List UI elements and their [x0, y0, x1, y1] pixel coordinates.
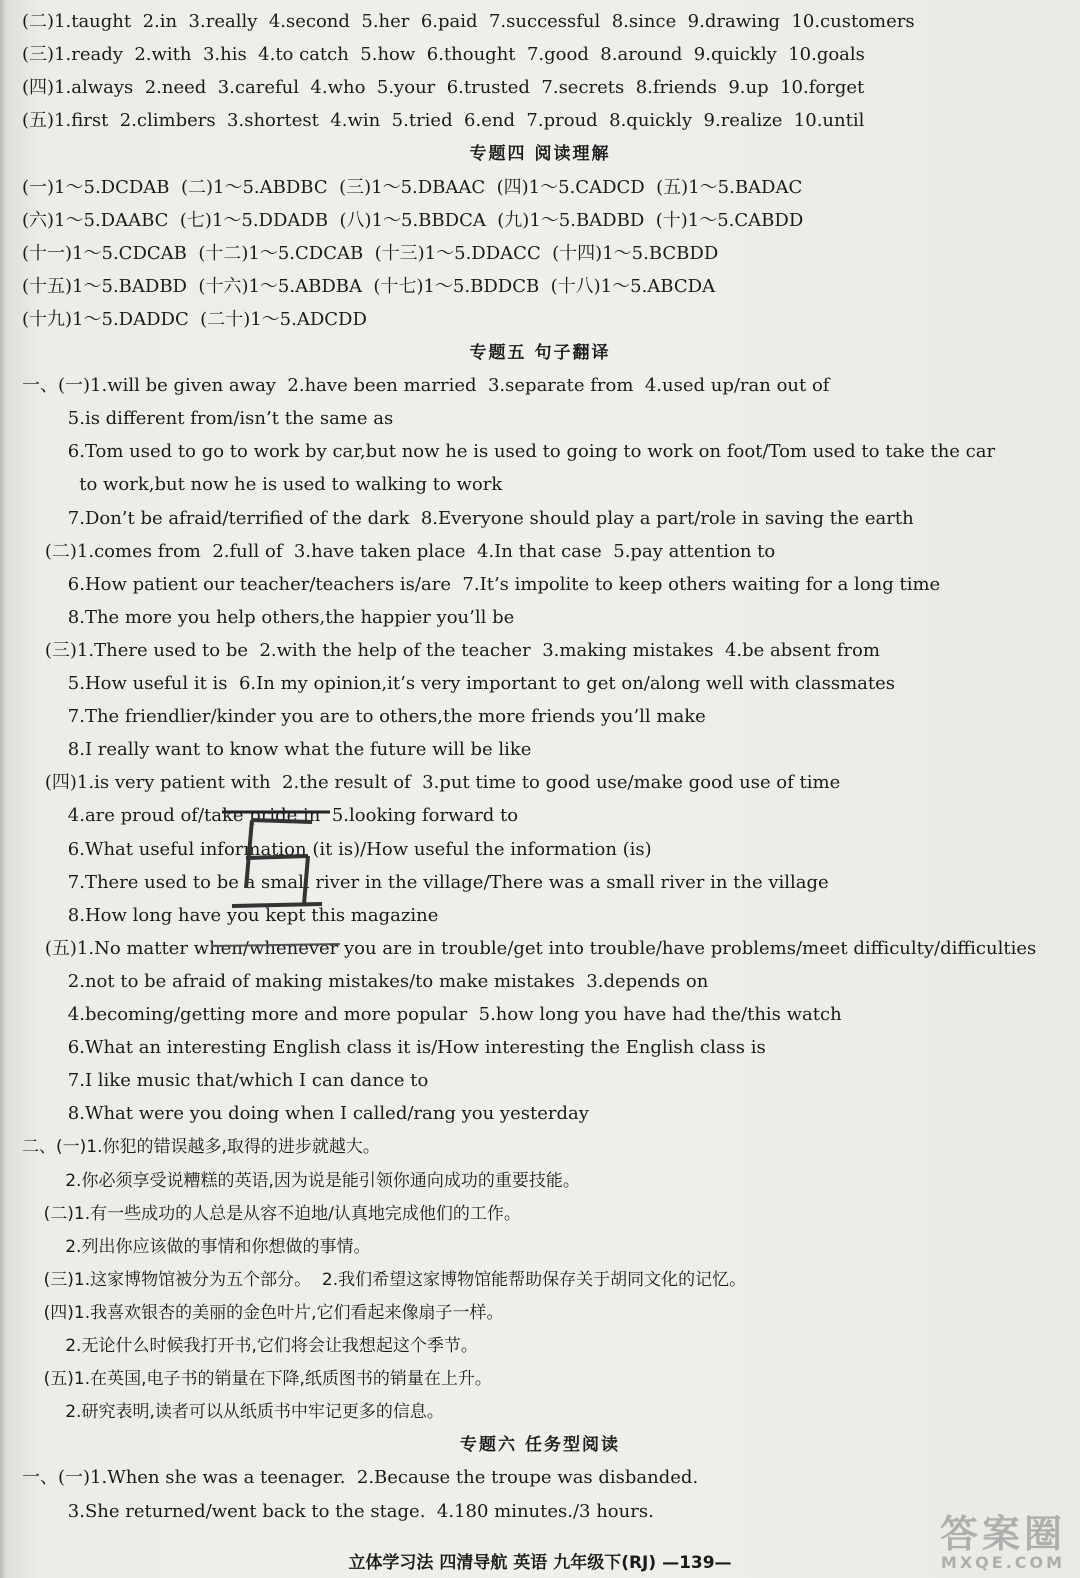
answer-line: 7.Don’t be afraid/terrified of the dark 8.Everyone should play a part/role in saving the earth — [22, 507, 914, 529]
answer-line: 3.She returned/went back to the stage. 4.180 minutes./3 hours. — [22, 1500, 654, 1522]
answer-line: (三)1.这家博物馆被分为五个部分。 2.我们希望这家博物馆能帮助保存关于胡同文化的记忆。 — [22, 1269, 747, 1290]
answer-line: 2.not to be afraid of making mistakes/to make mistakes 3.depends on — [22, 970, 709, 992]
answer-line: 8.What were you doing when I called/rang you yesterday — [22, 1103, 589, 1125]
answer-line: to work,but now he is used to walking to work — [22, 474, 503, 496]
answer-line: 6.How patient our teacher/teachers is/are 7.It’s impolite to keep others waiting for a long time — [22, 573, 941, 595]
site-watermark — [940, 1514, 1066, 1572]
answer-line: 2.研究表明,读者可以从纸质书中牢记更多的信息。 — [22, 1402, 444, 1423]
answer-line: (五)1.在英国,电子书的销量在下降,纸质图书的销量在上升。 — [22, 1369, 492, 1390]
answer-line: (六)1～5.DAABC (七)1～5.DDADB (八)1～5.BBDCA (九)1～5.BADBD (十)1～5.CABDD — [22, 209, 804, 231]
answer-line: (二)1.有一些成功的人总是从容不迫地/认真地完成他们的工作。 — [22, 1203, 521, 1224]
answer-line: (三)1.There used to be 2.with the help of the teacher 3.making mistakes 4.be absent from — [22, 639, 880, 661]
watermark-logo: 答案圈 — [939, 1512, 1066, 1556]
answer-line: 6.What an interesting English class it is/How interesting the English class is — [22, 1037, 766, 1059]
answer-line: (十九)1～5.DADDC (二十)1～5.ADCDD — [22, 308, 367, 330]
watermark-url: MXQE.COM — [940, 1553, 1066, 1572]
answer-line: 8.How long have you kept this magazine — [22, 904, 439, 926]
answer-line: 8.I really want to know what the future will be like — [22, 739, 532, 761]
answer-line: 2.列出你应该做的事情和你想做的事情。 — [22, 1236, 371, 1257]
answer-line: (五)1.first 2.climbers 3.shortest 4.win 5.tried 6.end 7.proud 8.quickly 9.realize 10.until — [22, 110, 865, 132]
answer-line: (四)1.is very patient with 2.the result of 3.put time to good use/make good use of time — [22, 772, 841, 794]
answer-line: 4.becoming/getting more and more popular 5.how long you have had the/this watch — [22, 1004, 842, 1025]
answer-line: 6.Tom used to go to work by car,but now he is used to going to work on foot/Tom used to take the car — [22, 441, 996, 463]
answer-line: 二、(一)1.你犯的错误越多,取得的进步就越大。 — [22, 1137, 380, 1158]
answer-line: 5.How useful it is 6.In my opinion,it’s very important to get on/along well with classmates — [22, 673, 895, 694]
section-heading: 专题六 任务型阅读 — [460, 1435, 620, 1456]
answer-line: (三)1.ready 2.with 3.his 4.to catch 5.how 6.thought 7.good 8.around 9.quickly 10.goals — [22, 44, 865, 66]
answer-line: (五)1.No matter when/whenever you are in trouble/get into trouble/have problems/meet difficulty/difficulties — [22, 937, 1037, 959]
answer-line: 7.The friendlier/kinder you are to others,the more friends you’ll make — [22, 706, 706, 728]
answer-line: (二)1.comes from 2.full of 3.have taken place 4.In that case 5.pay attention to — [22, 540, 776, 562]
answer-line: 2.无论什么时候我打开书,它们将会让我想起这个季节。 — [22, 1336, 478, 1356]
answer-line: 6.What useful information (it is)/How useful the information (is) — [22, 838, 652, 860]
answer-line: 8.The more you help others,the happier you’ll be — [22, 606, 515, 628]
section-heading: 专题五 句子翻译 — [469, 343, 611, 363]
answer-line: 7.There used to be a small river in the village/There was a small river in the village — [22, 871, 829, 893]
answer-line: (二)1.taught 2.in 3.really 4.second 5.her 6.paid 7.successful 8.since 9.drawing 10.customers — [22, 11, 915, 32]
answer-line: (十五)1～5.BADBD (十六)1～5.ABDBA (十七)1～5.BDDCB (十八)1～5.ABCDA — [22, 275, 716, 297]
answer-line: (四)1.我喜欢银杏的美丽的金色叶片,它们看起来像扇子一样。 — [22, 1302, 504, 1323]
answer-line: 一、(一)1.will be given away 2.have been married 3.separate from 4.used up/ran out of — [22, 375, 830, 397]
answer-line: 2.你必须享受说糟糕的英语,因为说是能引领你通向成功的重要技能。 — [22, 1170, 580, 1191]
answer-line: (四)1.always 2.need 3.careful 4.who 5.your 6.trusted 7.secrets 8.friends 9.up 10.forget — [22, 77, 865, 99]
section-heading: 专题四 阅读理解 — [469, 144, 611, 165]
answer-line: (十一)1～5.CDCAB (十二)1～5.CDCAB (十三)1～5.DDACC (十四)1～5.BCBDD — [22, 242, 719, 264]
answer-line: 7.I like music that/which I can dance to — [22, 1070, 429, 1092]
page-binding-edge — [0, 0, 6, 1578]
page-footer: 立体学习法 四清导航 英语 九年级下(RJ) —139— — [348, 1553, 732, 1573]
answer-line: 4.are proud of/take pride in 5.looking forward to — [22, 805, 519, 827]
answer-line: 一、(一)1.When she was a teenager. 2.Because the troupe was disbanded. — [22, 1467, 699, 1489]
answer-line: 5.is different from/isn’t the same as — [22, 408, 394, 430]
answer-line: (一)1～5.DCDAB (二)1～5.ABDBC (三)1～5.DBAAC (四)1～5.CADCD (五)1～5.BADAC — [22, 176, 803, 198]
